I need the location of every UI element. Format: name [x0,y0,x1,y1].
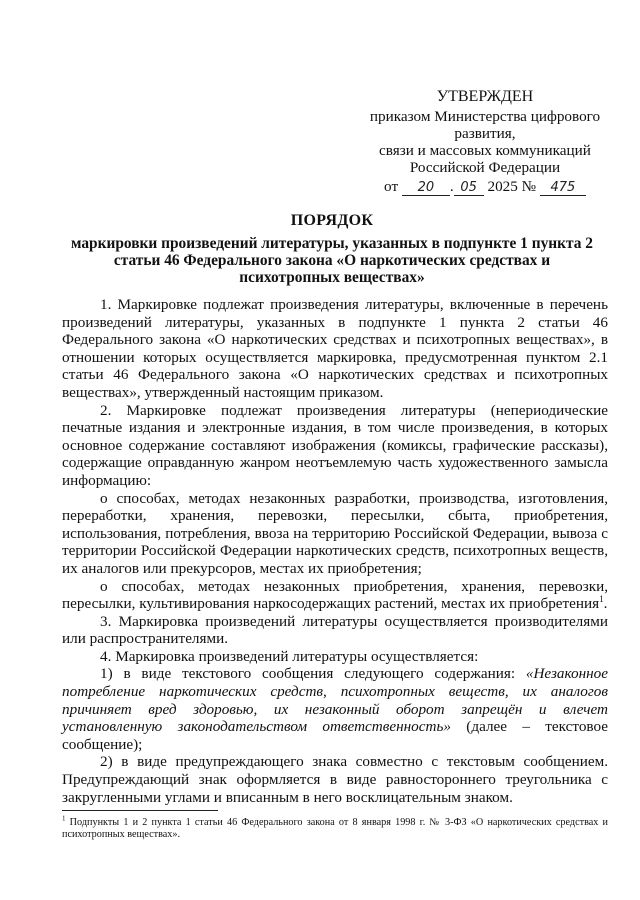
paragraph-1: 1. Маркировке подлежат произведения литературы, включенные в перечень произведений литературы, указанных в подпункте 1 пункта 2 статьи 46 Федерального закона «О наркотических средствах и психотропных веществах», в отношении которых осуществляется маркировка, предусмотренная пунктом 2.1 статьи 46 Федерального закона «О наркотических средствах и психотропных веществах», утвержденный настоящим приказом. [62,296,608,401]
paragraph-5: 3. Маркировка произведений литературы осуществляется производителями или распространителями. [62,612,608,648]
paragraph-2: 2. Маркировке подлежат произведения литературы (непериодические печатные издания и электронные издания, в том числе произведения, в которых основное содержание составляют изображения (комиксы, графические рассказы), содержащие оправданную жанром неотъемлемую часть художественного замысла информацию: [62,401,608,489]
approval-line-1: приказом Министерства цифрового [369,108,601,125]
approval-title: УТВЕРЖДЕН [436,88,534,105]
footnote-divider [62,810,218,811]
document-title [62,212,602,286]
handwritten-month: 05 [454,181,484,196]
paragraph-8: 2) в виде предупреждающего знака совместно с текстовым сообщением. Предупреждающий знак оформляется в виде равностороннего треугольника с закругленными углами и вписанным в него восклицательным знаком. [62,753,608,806]
approval-stamp [360,88,610,196]
paragraph-7: 1) в виде текстового сообщения следующего содержания: «Незаконное потребление наркотических средств, психотропных веществ, их аналогов причиняет вред здоровью, их незаконный оборот запрещён и влечет установленную законодательством ответственность» (далее – текстовое сообщение); [62,665,608,753]
paragraph-4-text: о способах, методах незаконных приобретения, хранения, перевозки, пересылки, культивирования наркосодержащих растений, местах их приобретения [62,577,608,613]
paragraph-4: о способах, методах незаконных приобретения, хранения, перевозки, пересылки, культивирования наркосодержащих растений, местах их приобретения$^1$. [62,577,608,613]
warning-text-quote: «Незаконное потребление наркотических средств, психотропных веществ, их аналогов причиняет вред здоровью, их незаконный оборот запрещён и влечет установленную законодательством ответственность» [62,665,608,736]
footnote [62,814,608,842]
paragraph-6: 4. Маркировка произведений литературы осуществляется: [100,647,479,665]
paragraph-3: о способах, методах незаконных разработки, производства, изготовления, переработки, хранения, перевозки, пересылки, сбыта, приобретения, использования, потребления, ввоза на территорию Российской Федерации, вывоза с территории Российской Федерации наркотических средств, психотропных веществ, их аналогов или прекурсоров, местах их приобретения; [62,489,608,577]
handwritten-day: 20 [402,181,450,196]
handwritten-order-number: 475 [540,181,586,196]
approval-line-4: Российской Федерации [409,159,561,176]
title-main: ПОРЯДОК [290,212,374,229]
footnote-reference[interactable]: 1 [599,594,604,605]
approval-date-line: от 20 . 05 2025 № 475 [360,178,610,196]
approval-line-3: связи и массовых коммуникаций [379,142,591,159]
document-body [62,296,608,806]
title-subtitle: маркировки произведений литературы, указанных в подпункте 1 пункта 2 статьи 46 Федерального закона «О наркотических средствах и психотропных веществах» [70,235,594,286]
date-prefix: от [384,178,399,195]
footnote-text: Подпункты 1 и 2 пункта 1 статьи 46 Федерального закона от 8 января 1998 г. № 3-ФЗ «О наркотических средствах и психотропных веществах». [62,817,608,841]
date-year: 2025 № [487,178,537,195]
footnote-number: 1 [62,814,66,823]
approval-line-2: развития, [454,125,516,142]
